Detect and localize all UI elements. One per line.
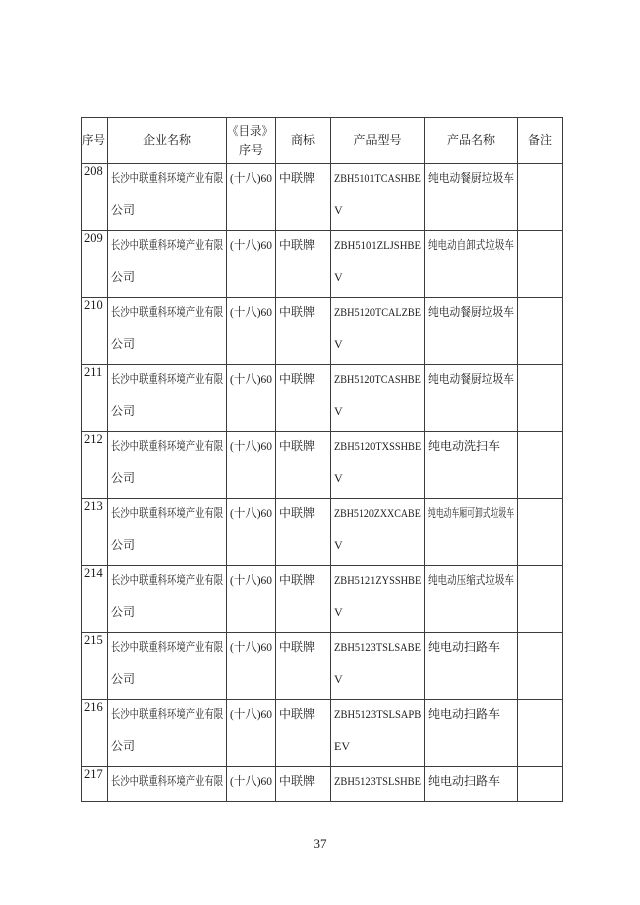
brand-name: 中联牌 [279,640,316,654]
table-row [82,499,562,566]
product-model-line [334,306,423,319]
product-name: 纯电动餐厨垃圾车 [428,305,515,319]
product-name: 纯电动扫路车 [428,640,501,654]
seq-cell [82,365,108,432]
product-name-line [428,641,516,654]
catalog-cell [227,298,276,365]
product-cell [425,700,518,767]
catalog-number-line [230,507,274,520]
model-cell [331,566,425,633]
header-label-company: 企业名称 [142,133,191,148]
company-name-line [111,271,225,284]
row-seq: 211 [84,365,103,379]
company-name: 公司 [111,270,136,284]
company-name: 公司 [111,203,136,217]
table-row [82,767,562,801]
header-cell-product [425,118,518,164]
catalog-number: (十八)60 [230,238,273,252]
catalog-number-line [230,172,274,185]
seq-cell [82,700,108,767]
product-name: 纯电动餐厨垃圾车 [428,372,515,386]
company-name: 公司 [111,605,136,619]
company-name: 公司 [111,672,136,686]
product-cell [425,432,518,499]
catalog-number: (十八)60 [230,640,273,654]
catalog-cell [227,365,276,432]
row-seq: 215 [84,633,103,647]
product-name-line [428,172,516,185]
table-row [82,566,562,633]
product-model-line [334,472,423,485]
product-name-line [428,708,516,721]
table-header-row [82,118,562,164]
catalog-cell [227,231,276,298]
row-seq: 217 [84,767,103,781]
catalog-cell [227,633,276,700]
product-model: V [334,203,343,217]
note-cell [518,365,562,432]
catalog-number: (十八)60 [230,171,273,185]
note-cell [518,432,562,499]
product-model: ZBH5120TCASHBE [334,372,421,386]
model-cell [331,700,425,767]
brand-name: 中联牌 [279,506,316,520]
company-name: 长沙中联重科环境产业有限 [111,506,224,520]
catalog-number: (十八)60 [230,774,273,788]
company-cell [108,767,227,801]
header-label-product: 产品名称 [446,133,495,148]
product-cell [425,365,518,432]
company-name: 长沙中联重科环境产业有限 [111,305,224,319]
header-label-catalog: 《目录》 [227,123,273,138]
brand-name-line [279,239,329,252]
product-name-line [428,440,516,453]
catalog-number: (十八)60 [230,439,273,453]
company-cell [108,633,227,700]
company-name: 长沙中联重科环境产业有限 [111,372,224,386]
product-model-line [334,373,423,386]
brand-name: 中联牌 [279,439,316,453]
header-label-seq: 序号 [82,133,106,148]
product-model: ZBH5101TCASHBE [334,171,421,185]
seq-cell [82,566,108,633]
product-name: 纯电动扫路车 [428,707,501,721]
company-name: 长沙中联重科环境产业有限 [111,238,224,252]
table-row [82,633,562,700]
product-cell [425,633,518,700]
brand-cell [276,566,331,633]
product-model-line [334,539,423,552]
product-model: V [334,672,343,686]
company-name: 长沙中联重科环境产业有限 [111,640,224,654]
product-model: V [334,471,343,485]
product-name: 纯电动扫路车 [428,774,501,788]
company-name: 公司 [111,739,136,753]
table-row [82,365,562,432]
company-name-line [111,641,225,654]
row-seq: 210 [84,298,103,312]
model-cell [331,499,425,566]
company-name-line [111,440,225,453]
header-label-catalog: 序号 [238,142,263,157]
product-name: 纯电动餐厨垃圾车 [428,171,515,185]
brand-cell [276,700,331,767]
model-cell [331,298,425,365]
brand-name: 中联牌 [279,171,316,185]
header-label-note: 备注 [527,133,552,148]
brand-cell [276,365,331,432]
note-cell [518,566,562,633]
company-name: 公司 [111,404,136,418]
company-name: 公司 [111,538,136,552]
product-model-line [334,271,423,284]
product-name-line [428,306,516,319]
company-cell [108,566,227,633]
product-name: 纯电动压缩式垃圾车 [428,573,514,587]
row-seq: 208 [84,164,103,178]
product-name-line [428,507,516,520]
product-cell [425,767,518,801]
product-model: ZBH5120TCALZBE [334,305,422,319]
brand-name-line [279,440,329,453]
catalog-number-line [230,641,274,654]
catalog-cell [227,499,276,566]
product-model-line [334,775,423,788]
product-model: V [334,337,343,351]
company-name-line [111,373,225,386]
catalog-number: (十八)60 [230,573,273,587]
catalog-number-line [230,574,274,587]
product-cell [425,566,518,633]
product-cell [425,164,518,231]
model-cell [331,633,425,700]
table-row [82,700,562,767]
table-row [82,298,562,365]
row-seq: 209 [84,231,103,245]
product-model-line [334,708,423,721]
product-cell [425,499,518,566]
product-cell [425,231,518,298]
brand-name-line [279,507,329,520]
company-name: 公司 [111,337,136,351]
note-cell [518,298,562,365]
product-model-line [334,641,423,654]
company-cell [108,432,227,499]
header-label-brand: 商标 [290,133,315,148]
brand-name-line [279,775,329,788]
brand-name-line [279,641,329,654]
seq-cell [82,231,108,298]
brand-name: 中联牌 [279,238,316,252]
company-name: 长沙中联重科环境产业有限 [111,573,224,587]
company-name-line [111,472,225,485]
product-model: ZBH5120TXSSHBE [334,439,422,453]
product-name-line [428,373,516,386]
brand-name: 中联牌 [279,707,316,721]
brand-name-line [279,574,329,587]
company-cell [108,365,227,432]
seq-cell [82,298,108,365]
catalog-number-line [230,306,274,319]
product-model-line [334,440,423,453]
table-row [82,231,562,298]
brand-cell [276,767,331,801]
product-name: 纯电动洗扫车 [428,439,501,453]
catalog-cell [227,566,276,633]
company-name-line [111,606,225,619]
company-name-line [111,306,225,319]
note-cell [518,164,562,231]
model-cell [331,432,425,499]
note-cell [518,633,562,700]
row-seq: 216 [84,700,103,714]
company-cell [108,298,227,365]
catalog-cell [227,767,276,801]
product-model: V [334,605,343,619]
company-name: 公司 [111,471,136,485]
product-model: ZBH5123TSLSABE [334,640,422,654]
company-cell [108,231,227,298]
model-cell [331,365,425,432]
header-cell-model [331,118,425,164]
product-name-line [428,239,516,252]
header-cell-company [108,118,227,164]
product-model-line [334,574,423,587]
catalog-cell [227,432,276,499]
product-model: V [334,270,343,284]
company-name: 长沙中联重科环境产业有限 [111,707,224,721]
catalog-number: (十八)60 [230,707,273,721]
product-model-line [334,606,423,619]
product-model-line [334,239,423,252]
company-name: 长沙中联重科环境产业有限 [111,171,224,185]
brand-name: 中联牌 [279,573,316,587]
product-model: EV [334,739,350,753]
product-name: 纯电动车厢可卸式垃圾车 [428,506,515,520]
catalog-number-line [230,708,274,721]
model-cell [331,231,425,298]
page-number: 37 [313,836,327,851]
row-seq: 213 [84,499,103,513]
product-name-line [428,775,516,788]
company-name-line [111,775,225,788]
catalog-number-line [230,373,274,386]
company-name-line [111,338,225,351]
product-model: V [334,404,343,418]
header-cell-catalog [227,118,276,164]
company-cell [108,499,227,566]
product-model-line [334,338,423,351]
company-name-line [111,740,225,753]
product-model: ZBH5120ZXXCABE [334,506,421,520]
row-seq: 214 [84,566,103,580]
brand-name-line [279,172,329,185]
header-label-model: 产品型号 [353,133,402,148]
note-cell [518,767,562,801]
header-cell-brand [276,118,331,164]
catalog-number: (十八)60 [230,506,273,520]
product-model: ZBH5121ZYSSHBE [334,573,422,587]
brand-name: 中联牌 [279,372,316,386]
company-name-line [111,239,225,252]
company-name-line [111,172,225,185]
catalog-number: (十八)60 [230,305,273,319]
note-cell [518,700,562,767]
catalog-cell [227,164,276,231]
row-seq: 212 [84,432,103,446]
product-model-line [334,507,423,520]
product-cell [425,298,518,365]
header-cell-seq [82,118,108,164]
company-name: 长沙中联重科环境产业有限 [111,774,224,788]
product-model-line [334,740,423,753]
product-name: 纯电动自卸式垃圾车 [428,238,514,252]
product-model: ZBH5123TSLSAPB [334,707,422,721]
company-name: 长沙中联重科环境产业有限 [111,439,224,453]
brand-cell [276,499,331,566]
catalog-number: (十八)60 [230,372,273,386]
product-name-line [428,574,516,587]
company-name-line [111,673,225,686]
company-name-line [111,204,225,217]
company-cell [108,164,227,231]
model-cell [331,767,425,801]
company-name-line [111,708,225,721]
note-cell [518,499,562,566]
company-cell [108,700,227,767]
catalog-number-line [230,440,274,453]
brand-name-line [279,708,329,721]
product-model-line [334,172,423,185]
company-name-line [111,574,225,587]
products-table [81,117,563,802]
product-model-line [334,405,423,418]
seq-cell [82,633,108,700]
note-cell [518,231,562,298]
product-model: ZBH5123TSLSHBE [334,774,422,788]
brand-cell [276,298,331,365]
brand-cell [276,633,331,700]
company-name-line [111,405,225,418]
table-row [82,432,562,499]
catalog-cell [227,700,276,767]
brand-name: 中联牌 [279,305,316,319]
header-cell-note [518,118,562,164]
brand-cell [276,231,331,298]
seq-cell [82,164,108,231]
brand-cell [276,432,331,499]
brand-name-line [279,306,329,319]
product-model-line [334,204,423,217]
brand-cell [276,164,331,231]
seq-cell [82,432,108,499]
model-cell [331,164,425,231]
brand-name: 中联牌 [279,774,316,788]
company-name-line [111,539,225,552]
company-name-line [111,507,225,520]
product-model: ZBH5101ZLJSHBE [334,238,422,252]
catalog-number-line [230,239,274,252]
product-model-line [334,673,423,686]
product-model: V [334,538,343,552]
seq-cell [82,767,108,801]
brand-name-line [279,373,329,386]
seq-cell [82,499,108,566]
table-row [82,164,562,231]
catalog-number-line [230,775,274,788]
